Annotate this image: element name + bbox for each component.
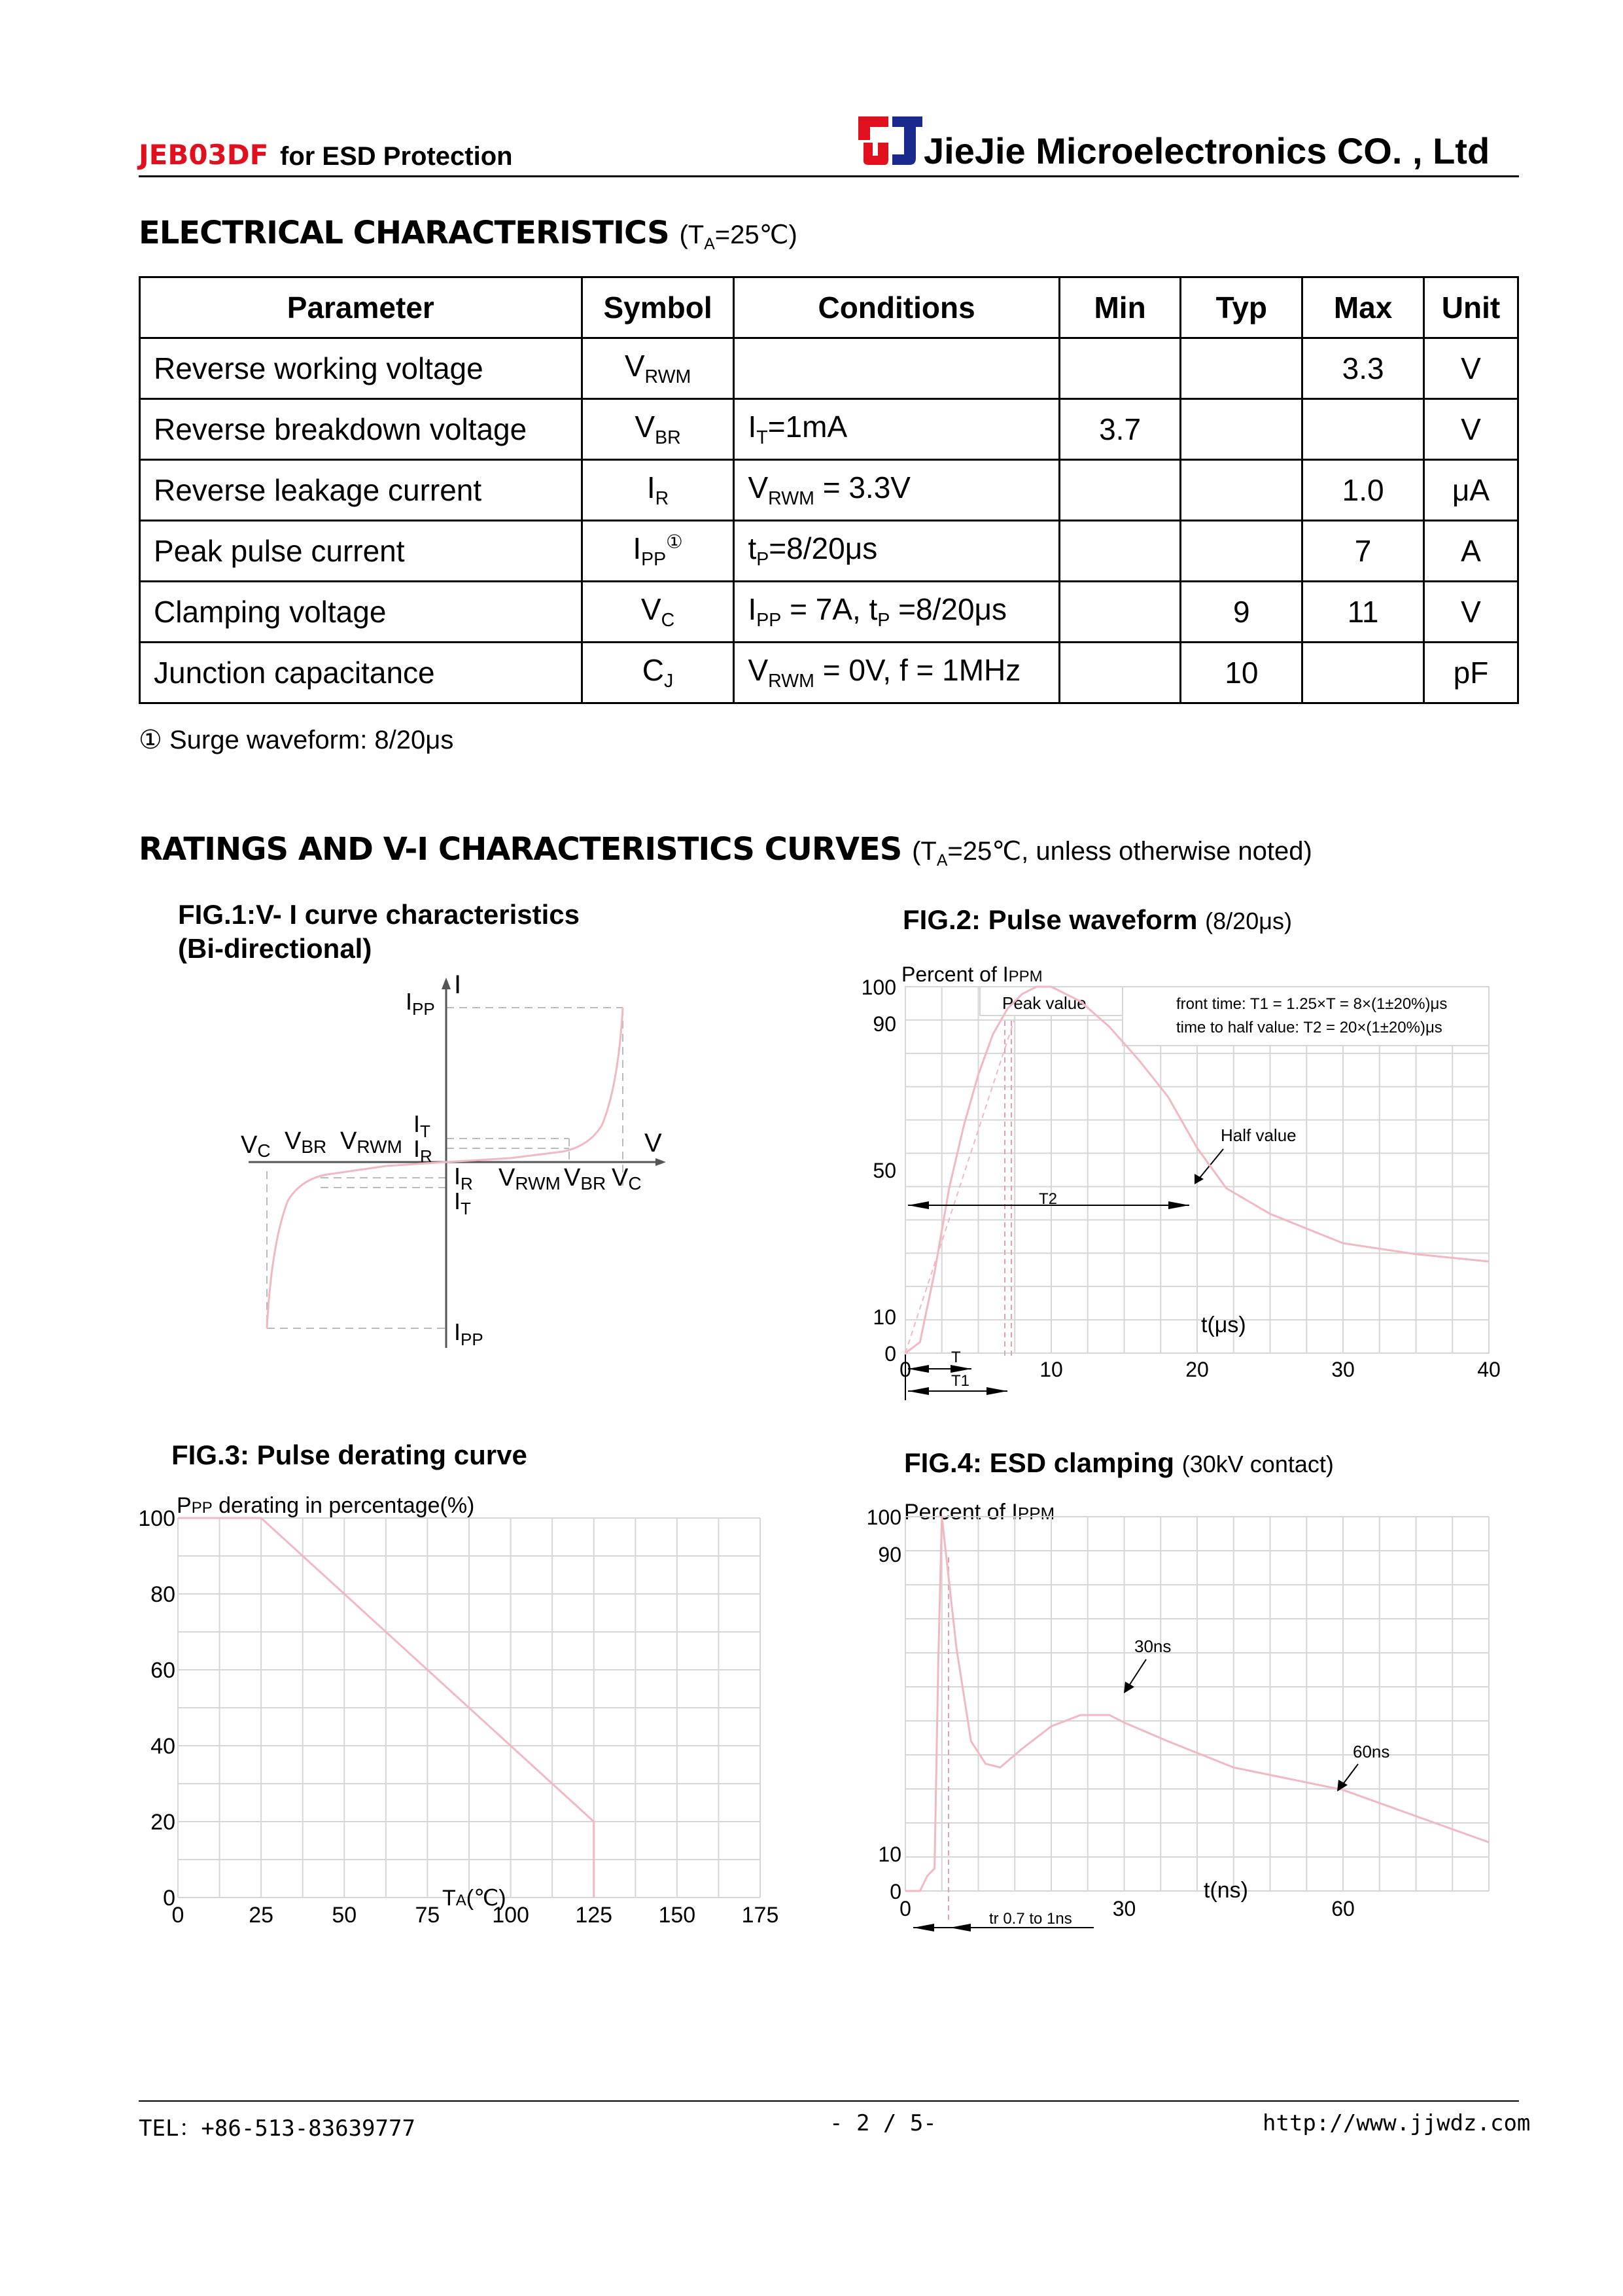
fig2-ylabel: Percent of IPPM (901, 963, 1043, 986)
company-logo (858, 114, 924, 166)
fig4-xtick: 0 (899, 1897, 911, 1920)
footer-tel: TEL：+86-513-83639777 (139, 2115, 415, 2142)
fig3-xtick: 150 (658, 1903, 696, 1928)
cell-parameter: Reverse working voltage (140, 338, 582, 399)
cell-typ: 10 (1181, 643, 1302, 703)
cell-unit: V (1424, 399, 1518, 460)
cell-conditions: $t_P=8/20\mu s$ (734, 521, 1059, 582)
fig2-xtick: 0 (899, 1358, 911, 1381)
cell-conditions: $V_{RWM} = 3.3V$ (734, 460, 1059, 521)
fig2-ytick: 100 (861, 976, 896, 999)
fig1-label-vbr-left: VBR (285, 1127, 327, 1157)
table-header-typ: Typ (1181, 277, 1302, 338)
fig1-label-it-bottom: $I_T$ (454, 1188, 471, 1218)
fig1-label-vrwm-left: VRWM (340, 1127, 402, 1157)
footer-rule (139, 2100, 1519, 2102)
fig1-vi-curve (229, 962, 700, 1368)
fig1-label-ipp-bottom: $I_{PP}$ (454, 1318, 483, 1349)
table-header-conditions: Conditions (734, 277, 1059, 338)
cell-typ (1181, 521, 1302, 582)
cell-parameter: Peak pulse current (140, 521, 582, 582)
fig3-xtick: 0 (171, 1903, 184, 1928)
cell-min (1059, 338, 1181, 399)
cell-symbol: $C_J$ (582, 643, 734, 703)
table-header-parameter: Parameter (140, 277, 582, 338)
cell-symbol: $V_{BR}$ (582, 399, 734, 460)
fig1-label-ir-top: $I_R$ (413, 1135, 432, 1166)
cell-unit: pF (1424, 643, 1518, 703)
cell-typ (1181, 399, 1302, 460)
fig3-ytick: 0 (163, 1886, 175, 1911)
fig3-ytick: 40 (150, 1734, 175, 1759)
fig3-xtick: 125 (575, 1903, 613, 1928)
fig2-title: FIG.2: Pulse waveform (8/20μs) (903, 904, 1292, 935)
fig1-subtitle: (Bi-directional) (178, 933, 372, 964)
fig1-title: FIG.1:V- I curve characteristics (178, 899, 580, 930)
fig2-xtick: 10 (1039, 1358, 1063, 1381)
cell-typ (1181, 338, 1302, 399)
cell-symbol: $I_{PP}^①$ (582, 521, 734, 582)
cell-typ: 9 (1181, 582, 1302, 643)
fig2-pulse-chart (850, 949, 1524, 1407)
fig1-label-ipp-top: $I_{PP}$ (406, 988, 435, 1019)
cell-unit: V (1424, 582, 1518, 643)
fig2-xlabel: t(μs) (1201, 1313, 1246, 1337)
fig4-ytick: 90 (878, 1543, 901, 1567)
fig3-xtick: 175 (741, 1903, 779, 1928)
fig2-ytick: 90 (873, 1012, 896, 1036)
cell-unit: A (1424, 521, 1518, 582)
cell-typ (1181, 460, 1302, 521)
fig1-axis-v: V (644, 1129, 662, 1157)
fig3-xtick: 100 (492, 1903, 529, 1928)
fig4-tr-label: tr 0.7 to 1ns (989, 1910, 1072, 1928)
cell-parameter: Clamping voltage (140, 582, 582, 643)
cell-min (1059, 582, 1181, 643)
table-row (140, 521, 1518, 582)
fig1-label-vc-right: VC (612, 1164, 642, 1193)
table-header-unit: Unit (1424, 277, 1518, 338)
fig4-ytick: 100 (866, 1506, 901, 1529)
fig1-axis-i: I (454, 970, 462, 999)
fig2-ytick: 50 (873, 1159, 896, 1182)
header-rule (139, 175, 1519, 177)
fig4-ytick: 10 (878, 1842, 901, 1866)
fig3-ytick: 60 (150, 1658, 175, 1683)
fig3-ytick: 80 (150, 1582, 175, 1607)
fig2-front-time: front time: T1 = 1.25×T = 8×(1±20%)μs (1176, 995, 1448, 1013)
fig4-30ns-label: 30ns (1134, 1636, 1172, 1656)
fig2-half-time: time to half value: T2 = 20×(1±20%)μs (1176, 1019, 1442, 1036)
cell-parameter: Reverse leakage current (140, 460, 582, 521)
fig2-t-label: T (951, 1349, 961, 1366)
cell-symbol: $V_C$ (582, 582, 734, 643)
fig2-xtick: 20 (1185, 1358, 1209, 1381)
fig2-ytick: 10 (873, 1305, 896, 1329)
fig2-peak-label: Peak value (1002, 993, 1087, 1013)
cell-max: 7 (1302, 521, 1424, 582)
fig4-xtick: 30 (1112, 1897, 1136, 1920)
company-name: JieJie Microelectronics CO. , Ltd (924, 130, 1490, 171)
fig4-xlabel: t(ns) (1204, 1878, 1248, 1903)
cell-symbol: $I_R$ (582, 460, 734, 521)
fig3-ytick: 100 (138, 1506, 175, 1531)
product-purpose: for ESD Protection (280, 142, 513, 171)
ratings-section-title: RATINGS AND V-I CHARACTERISTICS CURVES ($T_A=25℃$, unless otherwise noted) (139, 831, 1312, 870)
cell-conditions (734, 338, 1059, 399)
table-header-symbol: Symbol (582, 277, 734, 338)
cell-max: 3.3 (1302, 338, 1424, 399)
fig2-ytick: 0 (884, 1342, 896, 1366)
fig3-title: FIG.3: Pulse derating curve (171, 1439, 527, 1470)
cell-parameter: Reverse breakdown voltage (140, 399, 582, 460)
fig4-xtick: 60 (1331, 1897, 1355, 1920)
fig2-t2-label: T2 (1039, 1190, 1058, 1208)
table-row (140, 460, 1518, 521)
cell-max (1302, 399, 1424, 460)
electrical-section-title: ELECTRICAL CHARACTERISTICS $(T_A=25℃)$ (139, 215, 797, 253)
cell-max: 1.0 (1302, 460, 1424, 521)
fig2-xtick: 30 (1331, 1358, 1355, 1381)
fig1-label-it-top: $I_T$ (413, 1110, 430, 1141)
cell-max (1302, 643, 1424, 703)
table-row (140, 582, 1518, 643)
fig4-ytick: 0 (890, 1880, 901, 1903)
table-footnote: ① Surge waveform: 8/20μs (139, 726, 454, 754)
fig2-xtick: 40 (1477, 1358, 1501, 1381)
fig3-ylabel: PPP derating in percentage(%) (177, 1493, 475, 1518)
fig4-60ns-label: 60ns (1353, 1742, 1390, 1761)
fig3-xtick: 75 (415, 1903, 440, 1928)
table-row (140, 643, 1518, 703)
fig1-label-vc-left: VC (241, 1131, 271, 1161)
fig1-label-vrwm-right: VRWM (498, 1164, 561, 1193)
fig3-derating-chart (131, 1485, 811, 1956)
fig2-half-label: Half value (1221, 1125, 1297, 1145)
cell-symbol: $V_{RWM}$ (582, 338, 734, 399)
fig1-label-vbr-right: VBR (564, 1164, 606, 1193)
table-header-max: Max (1302, 277, 1424, 338)
cell-conditions: $I_T=1mA$ (734, 399, 1059, 460)
cell-unit: V (1424, 338, 1518, 399)
fig4-title: FIG.4: ESD clamping (30kV contact) (904, 1447, 1334, 1478)
fig3-xlabel: TA(℃) (442, 1886, 506, 1911)
electrical-table (139, 276, 1519, 704)
fig4-esd-chart (850, 1485, 1524, 1943)
cell-conditions: $V_{RWM} = 0V$, f = 1MHz (734, 643, 1059, 703)
cell-min: 3.7 (1059, 399, 1181, 460)
model-number: JEB03DF (139, 139, 269, 171)
cell-parameter: Junction capacitance (140, 643, 582, 703)
cell-min (1059, 460, 1181, 521)
table-row (140, 338, 1518, 399)
fig3-ytick: 20 (150, 1810, 175, 1835)
table-row (140, 399, 1518, 460)
cell-unit: μA (1424, 460, 1518, 521)
cell-max: 11 (1302, 582, 1424, 643)
table-header-min: Min (1059, 277, 1181, 338)
fig3-xtick: 50 (332, 1903, 357, 1928)
fig2-t1-label: T1 (951, 1372, 970, 1390)
fig3-xtick: 25 (249, 1903, 274, 1928)
fig4-ylabel: Percent of IPPM (904, 1500, 1055, 1525)
footer-page-number: - 2 / 5- (829, 2110, 937, 2136)
fig1-label-ir-bottom: $I_R$ (454, 1163, 473, 1193)
cell-min (1059, 643, 1181, 703)
cell-conditions: $I_{PP} = 7A$, $t_P =8/20\mu s$ (734, 582, 1059, 643)
cell-min (1059, 521, 1181, 582)
footer-url[interactable]: http://www.jjwdz.com (1263, 2110, 1531, 2136)
